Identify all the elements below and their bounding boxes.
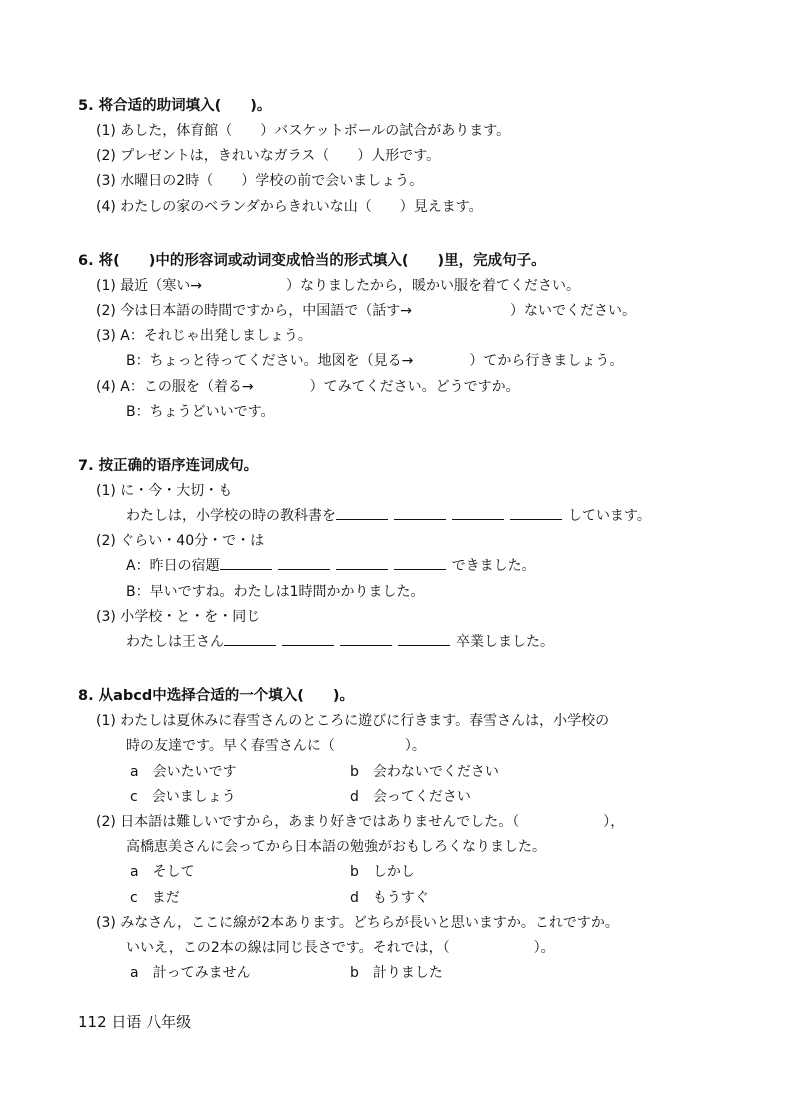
exercise-5-item-4: (4) わたしの家のベランダからきれいな山（ ）見えます。 <box>96 198 483 215</box>
exercise-7-q2-reply: B：早いですね。わたしは1時間かかりました。 <box>126 583 425 600</box>
option-a: a 会いたいです <box>130 763 237 780</box>
answer-blank[interactable] <box>220 554 272 570</box>
option-b: b 計りました <box>350 965 443 982</box>
answer-blank[interactable] <box>398 630 450 646</box>
exercise-8-q1-line1: (1) わたしは夏休みに春雪さんのところに遊びに行きます。春雪さんは，小学校の <box>96 713 610 730</box>
exercise-8-q2-line1: (2) 日本語は難しいですから，あまり好きではありませんでした。（ ）， <box>96 813 625 830</box>
exercise-7-q3-prefix: わたしは王さん <box>126 634 224 650</box>
exercise-8 <box>78 683 768 986</box>
exercise-8-q3-options-ab <box>78 961 768 986</box>
exercise-7-q2-words: (2) ぐらい・40分・で・は <box>96 533 265 550</box>
exercise-8-q1-line2: 時の友達です。早く春雪さんに（ ）。 <box>126 738 426 755</box>
exercise-8-q2-options-cd <box>78 886 768 911</box>
exercise-7-q2-suffix: できました。 <box>451 558 536 575</box>
exercise-5-title: 5. 将合适的助词填入( )。 <box>78 98 272 114</box>
exercise-5-item-3: (3) 水曜日の2時（ ）学校の前で会いましょう。 <box>96 173 424 190</box>
option-b: b 会わないでください <box>350 763 499 780</box>
exercise-8-q3-line1: (3) みなさん，ここに線が2本あります。どちらが長いと思いますか。これですか。 <box>96 914 619 931</box>
answer-blank[interactable] <box>336 504 388 520</box>
page-footer: 112 日语 八年级 <box>78 1013 192 1031</box>
exercise-5-item-1: (1) あした，体育館（ ）バスケットボールの試合があります。 <box>96 123 511 139</box>
answer-blank[interactable] <box>394 554 446 570</box>
answer-blank[interactable] <box>510 504 562 520</box>
option-a: a 計ってみません <box>130 965 251 982</box>
option-d: d 会ってください <box>350 788 471 805</box>
answer-blank[interactable] <box>394 504 446 520</box>
exercise-8-q2-options-ab <box>78 860 768 885</box>
answer-blank[interactable] <box>282 630 334 646</box>
exercise-7-q2-prefix: A：昨日の宿題 <box>126 558 220 575</box>
exercise-8-q1-options-ab <box>78 760 768 785</box>
exercise-6-item-1: (1) 最近（寒い→ ）なりましたから，暖かい服を着てください。 <box>96 277 581 294</box>
answer-blank[interactable] <box>224 630 276 646</box>
exercise-7-q3-words: (3) 小学校・と・を・同じ <box>96 608 261 625</box>
exercise-6-item-3a: (3) A：それじゃ出発しましょう。 <box>96 328 312 345</box>
exercise-6 <box>78 248 768 425</box>
answer-blank[interactable] <box>336 554 388 570</box>
exercise-7-q3-suffix: 卒業しました。 <box>456 634 554 650</box>
option-c: c 会いましょう <box>130 788 236 805</box>
exercise-7-q1-words: (1) に・今・大切・も <box>96 482 233 499</box>
exercise-content <box>78 93 768 1014</box>
option-a: a そして <box>130 864 195 881</box>
exercise-8-q1-options-cd <box>78 785 768 810</box>
exercise-6-title: 6. 将( )中的形容词或动词变成恰当的形式填入( )里，完成句子。 <box>78 252 546 269</box>
exercise-6-item-4b: B：ちょうどいいです。 <box>126 403 275 420</box>
exercise-8-q2-line2: 高橋恵美さんに会ってから日本語の勉強がおもしろくなりました。 <box>126 839 546 856</box>
answer-blank[interactable] <box>340 630 392 646</box>
answer-blank[interactable] <box>278 554 330 570</box>
exercise-7-q1-sentence <box>78 504 768 529</box>
answer-blank[interactable] <box>452 504 504 520</box>
exercise-6-item-3b: B：ちょっと待ってください。地図を（見る→ ）てから行きましょう。 <box>126 353 624 370</box>
exercise-6-item-2: (2) 今は日本語の時間ですから，中国語で（話す→ ）ないでください。 <box>96 302 637 319</box>
exercise-5-item-2: (2) プレゼントは，きれいなガラス（ ）人形です。 <box>96 148 441 165</box>
option-b: b しかし <box>350 864 415 881</box>
option-d: d もうすぐ <box>350 889 429 906</box>
exercise-7-title: 7. 按正确的语序连词成句。 <box>78 457 259 474</box>
exercise-7-q2-sentence <box>78 554 768 579</box>
exercise-8-q3-line2: いいえ，この2本の線は同じ長さです。それでは，（ ）。 <box>126 939 555 956</box>
exercise-6-item-4a: (4) A：この服を（着る→ ）てみてください。どうですか。 <box>96 378 520 395</box>
exercise-8-title: 8. 从abcd中选择合适的一个填入( )。 <box>78 688 355 705</box>
exercise-7-q3-sentence <box>78 630 768 655</box>
option-c: c まだ <box>130 889 180 906</box>
exercise-5 <box>78 93 768 220</box>
exercise-7 <box>78 453 768 655</box>
exercise-7-q1-prefix: わたしは，小学校の時の教科書を <box>126 508 336 525</box>
exercise-7-q1-suffix: しています。 <box>568 508 651 525</box>
